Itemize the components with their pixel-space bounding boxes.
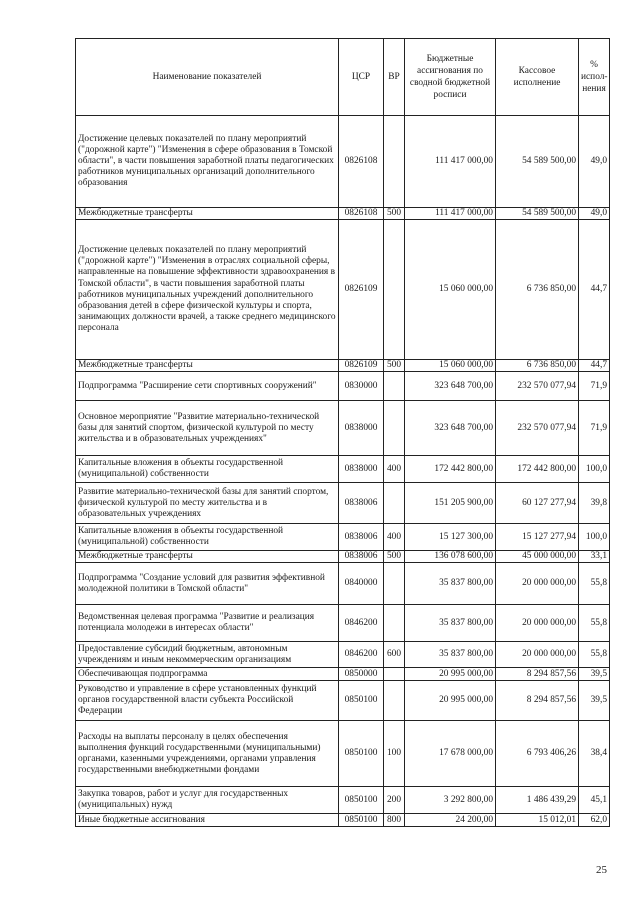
cell-name: Развитие материально-технической базы для занятий спортом, физической культурой по месту жительства и в образовательных учреждениях [76, 483, 339, 524]
cell-vr [384, 668, 405, 681]
table-row [76, 787, 610, 814]
cell-pct: 39,5 [579, 681, 610, 721]
cell-csr: 0850100 [339, 787, 384, 814]
cell-vr: 400 [384, 456, 405, 483]
cell-cash: 15 012,01 [496, 814, 579, 827]
cell-name: Подпрограмма "Расширение сети спортивных сооружений" [76, 372, 339, 401]
cell-pct: 45,1 [579, 787, 610, 814]
cell-cash: 6 736 850,00 [496, 360, 579, 372]
cell-cash: 60 127 277,94 [496, 483, 579, 524]
cell-assigned: 15 060 000,00 [405, 360, 496, 372]
cell-csr: 0830000 [339, 372, 384, 401]
cell-assigned: 3 292 800,00 [405, 787, 496, 814]
cell-assigned: 323 648 700,00 [405, 401, 496, 456]
cell-cash: 54 589 500,00 [496, 116, 579, 208]
table-row [76, 372, 610, 401]
table-row [76, 642, 610, 668]
cell-cash: 20 000 000,00 [496, 642, 579, 668]
cell-pct: 55,8 [579, 642, 610, 668]
cell-csr: 0838006 [339, 483, 384, 524]
cell-name: Достижение целевых показателей по плану мероприятий ("дорожной карте") "Изменения в отраслях социальной сферы, направленные на повышение эффективности здравоохранения в Томской области", в части повышения заработной платы работников муниципальных учреждений дополнительного образования детей в сфере физической культуры и спорта, занимающих должности врачей, а также среднего медицинского персонала [76, 220, 339, 360]
cell-pct: 100,0 [579, 456, 610, 483]
cell-csr: 0826108 [339, 116, 384, 208]
cell-assigned: 323 648 700,00 [405, 372, 496, 401]
cell-csr: 0826109 [339, 220, 384, 360]
cell-cash: 8 294 857,56 [496, 681, 579, 721]
cell-cash: 172 442 800,00 [496, 456, 579, 483]
table-row [76, 116, 610, 208]
cell-vr: 500 [384, 360, 405, 372]
cell-assigned: 35 837 800,00 [405, 642, 496, 668]
cell-cash: 8 294 857,56 [496, 668, 579, 681]
cell-pct: 62,0 [579, 814, 610, 827]
cell-csr: 0850100 [339, 681, 384, 721]
cell-pct: 71,9 [579, 372, 610, 401]
cell-cash: 15 127 277,94 [496, 524, 579, 551]
cell-pct: 100,0 [579, 524, 610, 551]
table-row [76, 668, 610, 681]
cell-vr: 400 [384, 524, 405, 551]
cell-csr: 0826109 [339, 360, 384, 372]
cell-vr [384, 681, 405, 721]
cell-vr [384, 401, 405, 456]
page-number: 25 [596, 864, 607, 876]
cell-name: Ведомственная целевая программа "Развитие и реализация потенциала молодежи в интересах области" [76, 605, 339, 642]
cell-pct: 55,8 [579, 605, 610, 642]
cell-name: Предоставление субсидий бюджетным, автономным учреждениям и иным некоммерческим организациям [76, 642, 339, 668]
cell-name: Капитальные вложения в объекты государственной (муниципальной) собственности [76, 456, 339, 483]
cell-assigned: 15 060 000,00 [405, 220, 496, 360]
cell-pct: 49,0 [579, 208, 610, 220]
cell-assigned: 111 417 000,00 [405, 116, 496, 208]
cell-pct: 55,8 [579, 563, 610, 605]
cell-assigned: 136 078 600,00 [405, 551, 496, 563]
cell-vr [384, 220, 405, 360]
table-row [76, 814, 610, 827]
budget-table [75, 38, 610, 827]
cell-cash: 20 000 000,00 [496, 605, 579, 642]
cell-name: Достижение целевых показателей по плану мероприятий ("дорожной карте") "Изменения в сфере образования в Томской области", в части повышения заработной платы педагогических работников муниципальных организаций дополнительного образования [76, 116, 339, 208]
cell-assigned: 35 837 800,00 [405, 563, 496, 605]
cell-assigned: 24 200,00 [405, 814, 496, 827]
cell-assigned: 35 837 800,00 [405, 605, 496, 642]
cell-csr: 0850100 [339, 721, 384, 787]
cell-pct: 39,5 [579, 668, 610, 681]
cell-cash: 232 570 077,94 [496, 401, 579, 456]
header-name: Наименование показателей [76, 39, 339, 116]
table-row [76, 401, 610, 456]
cell-cash: 45 000 000,00 [496, 551, 579, 563]
header-vr: ВР [384, 39, 405, 116]
cell-assigned: 15 127 300,00 [405, 524, 496, 551]
cell-csr: 0838006 [339, 524, 384, 551]
cell-csr: 0846200 [339, 642, 384, 668]
table-header-row [76, 39, 610, 116]
cell-name: Межбюджетные трансферты [76, 208, 339, 220]
cell-vr: 200 [384, 787, 405, 814]
cell-assigned: 151 205 900,00 [405, 483, 496, 524]
cell-csr: 0846200 [339, 605, 384, 642]
table-row [76, 605, 610, 642]
cell-csr: 0850100 [339, 814, 384, 827]
cell-csr: 0838000 [339, 456, 384, 483]
table-row [76, 220, 610, 360]
cell-name: Иные бюджетные ассигнования [76, 814, 339, 827]
header-cash: Кассовое исполнение [496, 39, 579, 116]
cell-vr [384, 372, 405, 401]
cell-csr: 0838006 [339, 551, 384, 563]
table-row [76, 551, 610, 563]
cell-csr: 0850000 [339, 668, 384, 681]
cell-vr: 500 [384, 551, 405, 563]
cell-vr [384, 483, 405, 524]
cell-name: Обеспечивающая подпрограмма [76, 668, 339, 681]
cell-vr [384, 605, 405, 642]
cell-pct: 44,7 [579, 360, 610, 372]
cell-assigned: 17 678 000,00 [405, 721, 496, 787]
table-row [76, 360, 610, 372]
cell-assigned: 172 442 800,00 [405, 456, 496, 483]
table-row [76, 721, 610, 787]
cell-pct: 44,7 [579, 220, 610, 360]
cell-name: Межбюджетные трансферты [76, 551, 339, 563]
cell-name: Капитальные вложения в объекты государственной (муниципальной) собственности [76, 524, 339, 551]
cell-pct: 38,4 [579, 721, 610, 787]
cell-pct: 33,1 [579, 551, 610, 563]
cell-cash: 1 486 439,29 [496, 787, 579, 814]
header-csr: ЦСР [339, 39, 384, 116]
cell-vr [384, 563, 405, 605]
table-row [76, 456, 610, 483]
cell-cash: 232 570 077,94 [496, 372, 579, 401]
cell-assigned: 111 417 000,00 [405, 208, 496, 220]
cell-vr: 800 [384, 814, 405, 827]
cell-pct: 39,8 [579, 483, 610, 524]
table-row [76, 524, 610, 551]
cell-csr: 0840000 [339, 563, 384, 605]
cell-name: Подпрограмма "Создание условий для развития эффективной молодежной политики в Томской области" [76, 563, 339, 605]
cell-assigned: 20 995 000,00 [405, 668, 496, 681]
cell-vr: 600 [384, 642, 405, 668]
table-row [76, 483, 610, 524]
cell-pct: 71,9 [579, 401, 610, 456]
cell-vr [384, 116, 405, 208]
cell-vr: 100 [384, 721, 405, 787]
cell-pct: 49,0 [579, 116, 610, 208]
table-row [76, 563, 610, 605]
header-assigned: Бюджетные ассигнования по сводной бюджетной росписи [405, 39, 496, 116]
table-row [76, 208, 610, 220]
cell-name: Межбюджетные трансферты [76, 360, 339, 372]
cell-name: Основное мероприятие "Развитие материально-технической базы для занятий спортом, физической культурой по месту жительства и в образовательных учреждениях" [76, 401, 339, 456]
table-row [76, 681, 610, 721]
cell-csr: 0826108 [339, 208, 384, 220]
cell-cash: 6 736 850,00 [496, 220, 579, 360]
cell-csr: 0838000 [339, 401, 384, 456]
cell-name: Расходы на выплаты персоналу в целях обеспечения выполнения функций государственными (муниципальными) органами, казенными учреждениями, органами управления государственными внебюджетными фондами [76, 721, 339, 787]
cell-cash: 6 793 406,26 [496, 721, 579, 787]
cell-cash: 54 589 500,00 [496, 208, 579, 220]
cell-name: Руководство и управление в сфере установленных функций органов государственной власти субъекта Российской Федерации [76, 681, 339, 721]
cell-cash: 20 000 000,00 [496, 563, 579, 605]
cell-assigned: 20 995 000,00 [405, 681, 496, 721]
cell-vr: 500 [384, 208, 405, 220]
cell-name: Закупка товаров, работ и услуг для государственных (муниципальных) нужд [76, 787, 339, 814]
header-pct: % испол- нения [579, 39, 610, 116]
